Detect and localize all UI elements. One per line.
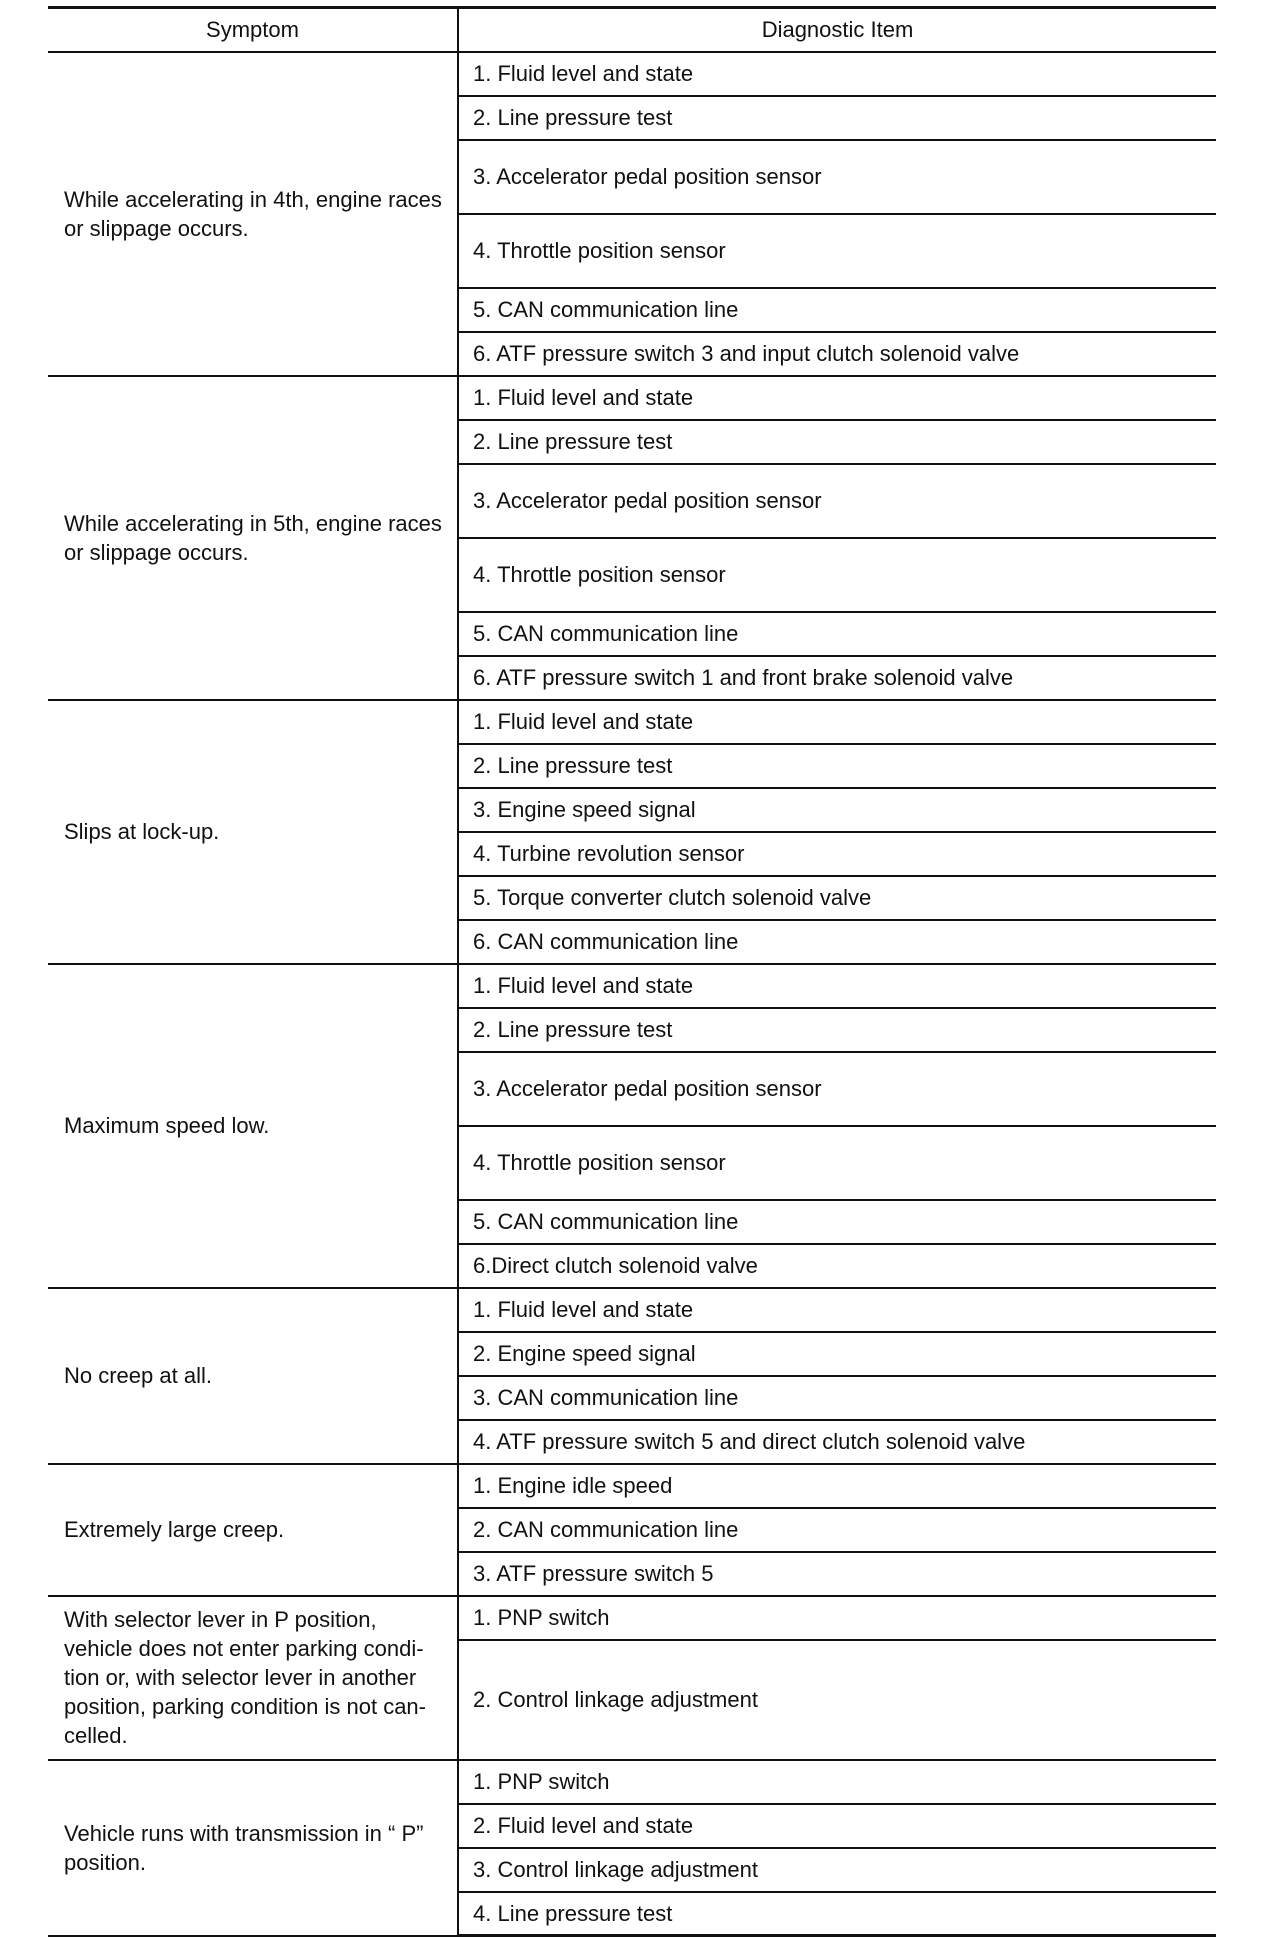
diagnostic-item-cell: 5. CAN communication line [458,612,1216,656]
diagnostic-item-cell: 1. Fluid level and state [458,52,1216,96]
diagnostic-item-cell: 2. Line pressure test [458,744,1216,788]
diagnostic-item-cell: 5. Torque converter clutch solenoid valve [458,876,1216,920]
diagnostic-item-cell: 1. Fluid level and state [458,376,1216,420]
diagnostic-item-cell: 2. Line pressure test [458,96,1216,140]
symptom-cell: Slips at lock-up. [48,700,458,964]
diagnostic-item-cell: 2. Control linkage adjustment [458,1640,1216,1760]
diagnostic-item-cell: 4. Throttle position sensor [458,538,1216,612]
table-row [48,1464,1216,1508]
symptom-cell: Extremely large creep. [48,1464,458,1596]
diagnostic-item-cell: 3. Accelerator pedal position sensor [458,1052,1216,1126]
diagnostic-item-cell: 4. Throttle position sensor [458,1126,1216,1200]
diagnostic-item-cell: 1. Fluid level and state [458,964,1216,1008]
diagnostic-item-cell: 1. PNP switch [458,1596,1216,1640]
diagnostic-item-cell: 4. ATF pressure switch 5 and direct clutch solenoid valve [458,1420,1216,1464]
diagnostic-item-cell: 3. CAN communication line [458,1376,1216,1420]
diagnostic-item-cell: 6. ATF pressure switch 1 and front brake solenoid valve [458,656,1216,700]
diagnostic-item-cell: 2. Engine speed signal [458,1332,1216,1376]
diagnostic-item-cell: 5. CAN communication line [458,288,1216,332]
diagnostic-item-cell: 3. Accelerator pedal position sensor [458,140,1216,214]
symptom-cell: While accelerating in 4th, engine races or slippage occurs. [48,52,458,376]
header-diagnostic-item: Diagnostic Item [458,8,1216,52]
table-row [48,376,1216,420]
diagnostic-item-cell: 4. Throttle position sensor [458,214,1216,288]
header-row [48,8,1216,52]
table-row [48,964,1216,1008]
symptom-cell: No creep at all. [48,1288,458,1464]
table-row [48,700,1216,744]
header-symptom: Symptom [48,8,458,52]
diagnostic-item-cell: 3. Control linkage adjustment [458,1848,1216,1892]
symptom-cell: While accelerating in 5th, engine races or slippage occurs. [48,376,458,700]
diagnostic-item-cell: 6. ATF pressure switch 3 and input clutch solenoid valve [458,332,1216,376]
symptom-cell: With selector lever in P position, vehicle does not enter parking condi-tion or, with selector lever in another position, parking condition is not can-celled. [48,1596,458,1760]
diagnostic-item-cell: 6. CAN communication line [458,920,1216,964]
diagnostic-item-cell: 4. Turbine revolution sensor [458,832,1216,876]
symptom-cell: Vehicle runs with transmission in “ P” position. [48,1760,458,1936]
table-row [48,1288,1216,1332]
table-row [48,1596,1216,1640]
diagnosis-table-container [48,6,1216,1937]
diagnostic-item-cell: 2. Fluid level and state [458,1804,1216,1848]
diagnostic-item-cell: 6.Direct clutch solenoid valve [458,1244,1216,1288]
diagnostic-item-cell: 1. Fluid level and state [458,700,1216,744]
symptom-cell: Maximum speed low. [48,964,458,1288]
diagnostic-item-cell: 3. Accelerator pedal position sensor [458,464,1216,538]
diagnostic-item-cell: 5. CAN communication line [458,1200,1216,1244]
diagnostic-item-cell: 4. Line pressure test [458,1892,1216,1936]
table-row [48,1760,1216,1804]
diagnostic-item-cell: 1. Engine idle speed [458,1464,1216,1508]
diagnostic-item-cell: 1. PNP switch [458,1760,1216,1804]
diagnostic-item-cell: 2. Line pressure test [458,1008,1216,1052]
diagnostic-item-cell: 3. Engine speed signal [458,788,1216,832]
diagnostic-item-cell: 2. Line pressure test [458,420,1216,464]
table-body [48,52,1216,1936]
diagnosis-table [48,6,1216,1937]
diagnostic-item-cell: 2. CAN communication line [458,1508,1216,1552]
diagnostic-item-cell: 1. Fluid level and state [458,1288,1216,1332]
diagnostic-item-cell: 3. ATF pressure switch 5 [458,1552,1216,1596]
table-row [48,52,1216,96]
